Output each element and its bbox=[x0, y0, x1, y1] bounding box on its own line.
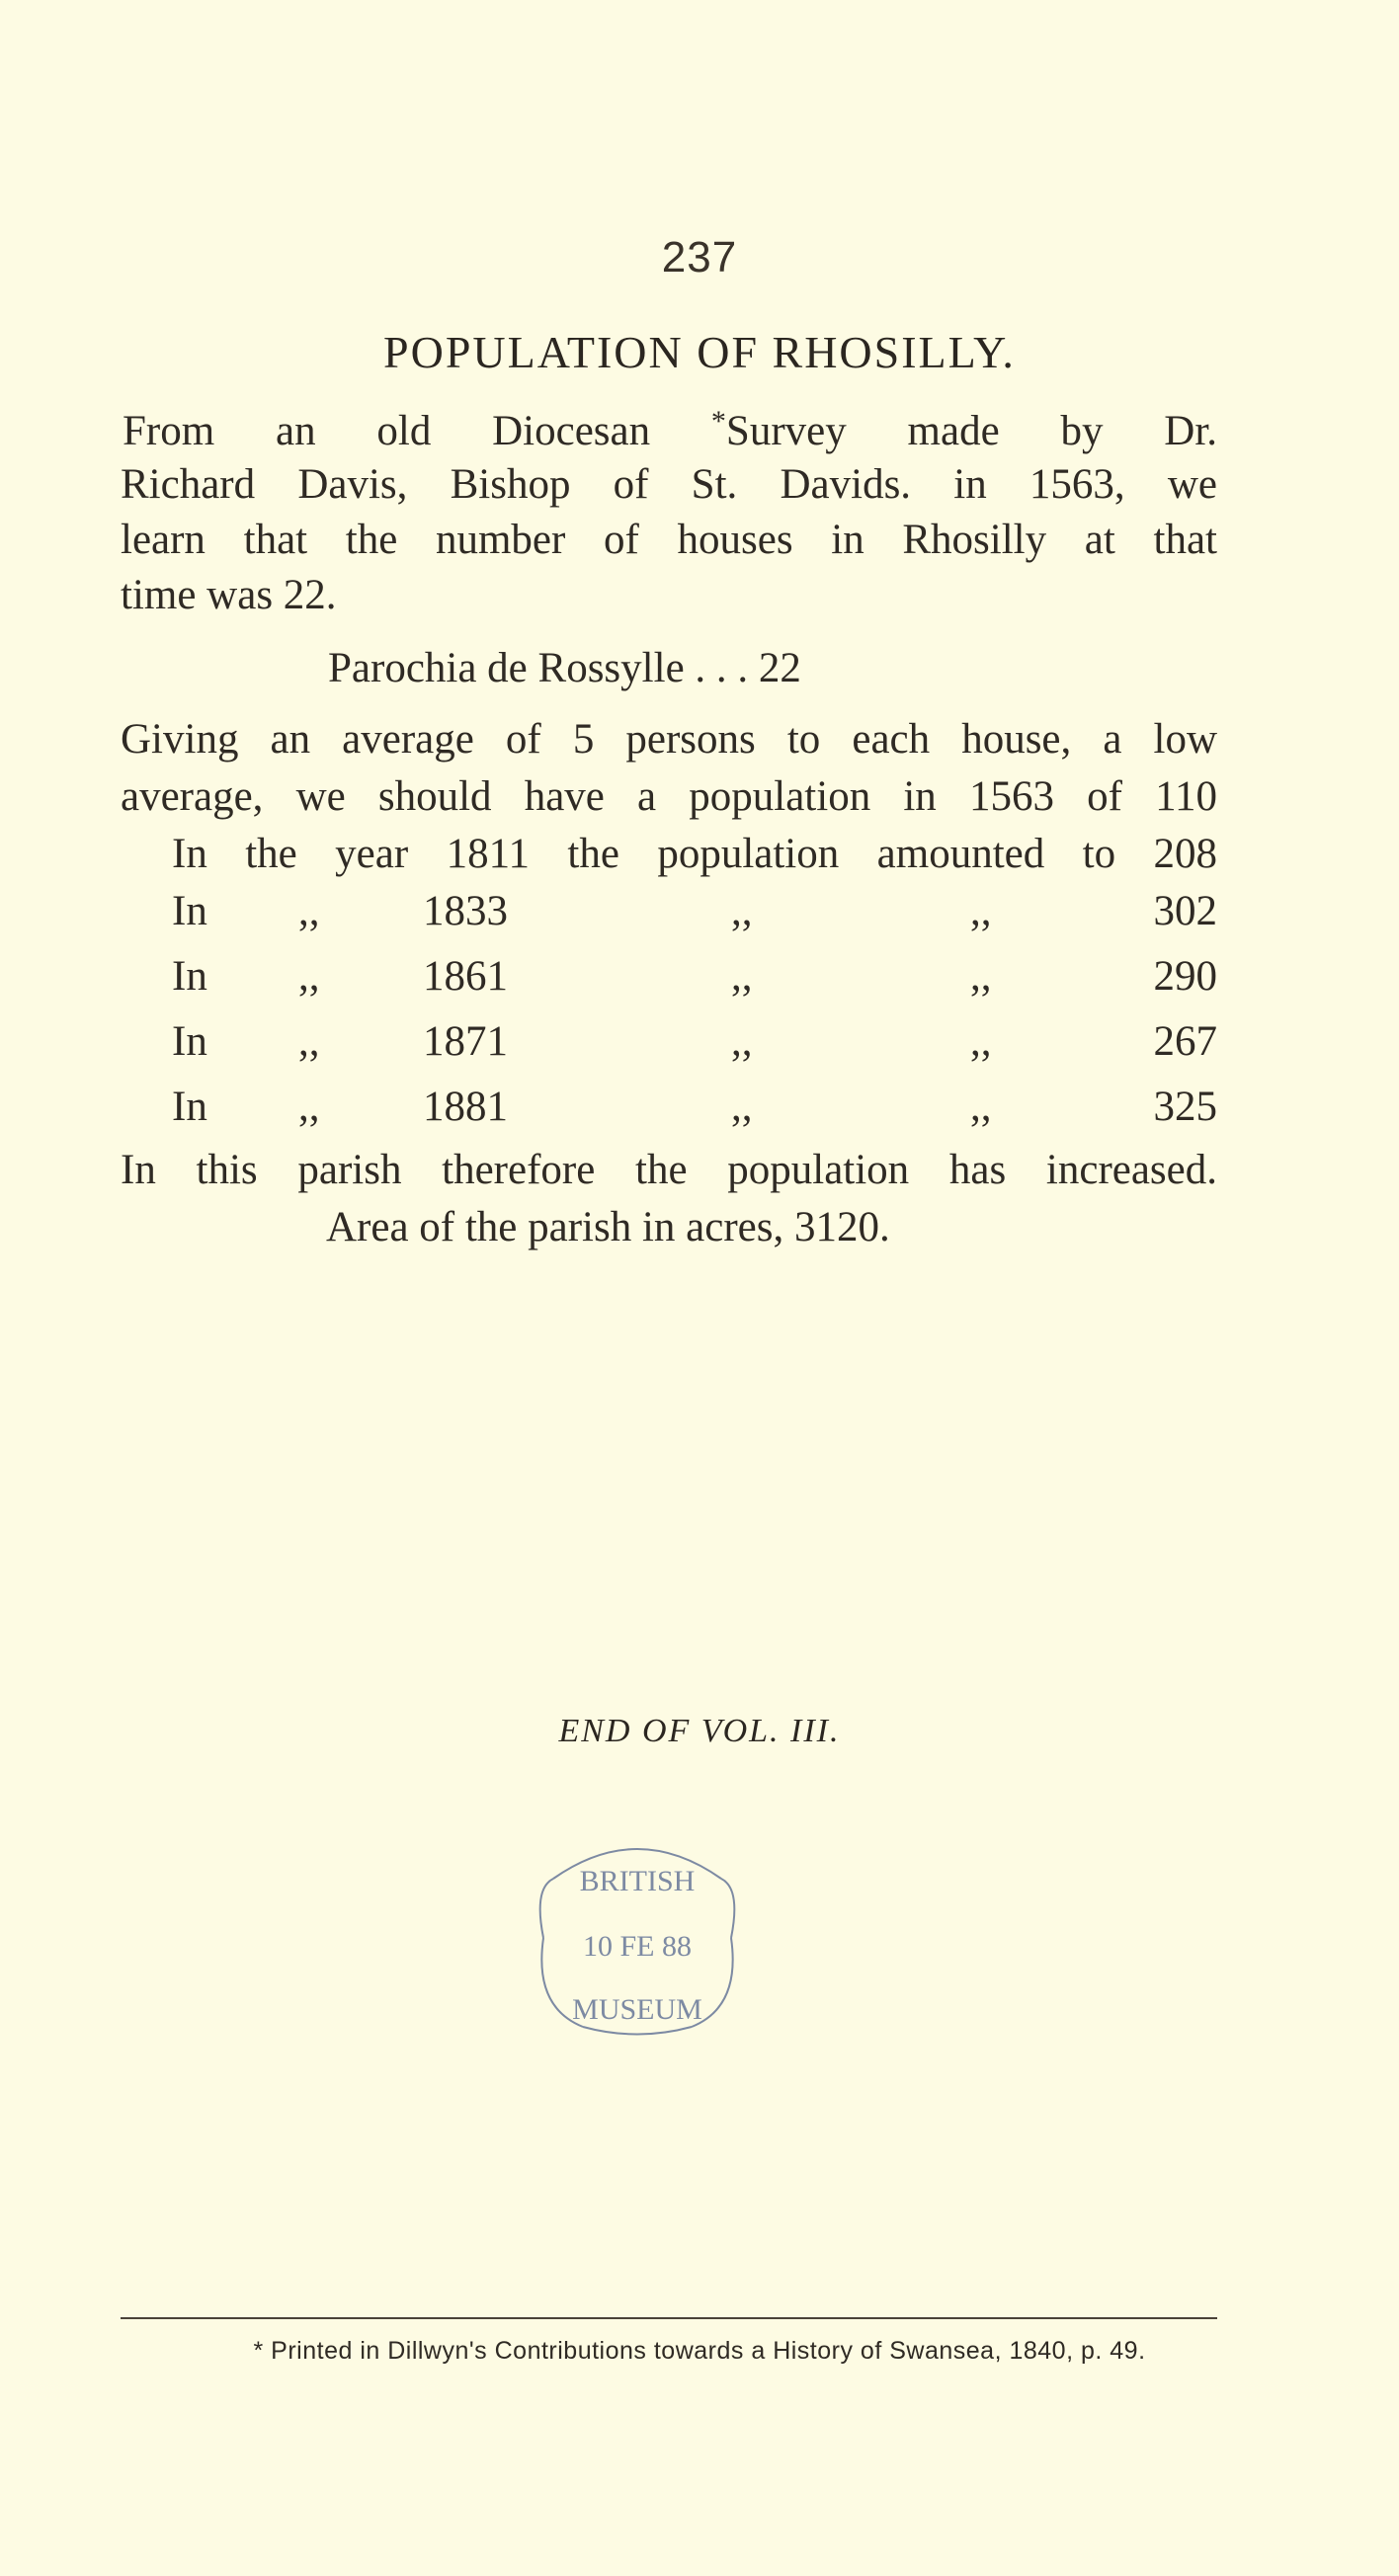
row-ditto-mark: ,, bbox=[298, 953, 320, 1000]
footnote-asterisk: * bbox=[710, 405, 726, 438]
row-year: 1833 bbox=[423, 888, 508, 934]
museum-stamp-graphic bbox=[514, 1829, 761, 2047]
footnote-rule bbox=[121, 2317, 1217, 2319]
row-ditto-mark: ,, bbox=[731, 1018, 753, 1065]
intro-line-1 bbox=[121, 405, 1217, 455]
page-number: 237 bbox=[661, 233, 738, 282]
intro-line-4: time was 22. bbox=[121, 572, 337, 618]
row-ditto-mark: ,, bbox=[731, 1084, 753, 1130]
row-in-label: In bbox=[172, 888, 207, 934]
population-row bbox=[121, 1017, 1217, 1073]
intro-line-1-end: Survey made by Dr. bbox=[725, 408, 1218, 454]
row-ditto-mark: ,, bbox=[298, 1084, 320, 1130]
row-ditto-mark: ,, bbox=[970, 888, 992, 934]
row-population-value: 267 bbox=[1153, 1018, 1217, 1065]
row-ditto-mark: ,, bbox=[298, 1018, 320, 1065]
footnote: * Printed in Dillwyn's Contributions towards a History of Swansea, 1840, p. 49. bbox=[253, 2337, 1146, 2365]
stamp-top-text: BRITISH bbox=[579, 1865, 696, 1897]
row-ditto-mark: ,, bbox=[731, 953, 753, 1000]
population-row bbox=[121, 952, 1217, 1007]
intro-line-2: Richard Davis, Bishop of St. Davids. in 1563, we bbox=[121, 461, 1217, 508]
page-title: POPULATION OF RHOSILLY. bbox=[383, 327, 1016, 377]
population-row bbox=[121, 887, 1217, 942]
row-ditto-mark: ,, bbox=[298, 888, 320, 934]
row-ditto-mark: ,, bbox=[970, 953, 992, 1000]
parochia-line: Parochia de Rossylle . . . 22 bbox=[328, 645, 801, 691]
row-population-value: 325 bbox=[1153, 1084, 1217, 1130]
row-ditto-mark: ,, bbox=[731, 888, 753, 934]
population-row bbox=[121, 1083, 1217, 1138]
row-in-label: In bbox=[172, 1084, 207, 1130]
museum-stamp bbox=[514, 1829, 761, 2047]
giving-line-1: Giving an average of 5 persons to each house, a low bbox=[121, 716, 1217, 763]
conclusion-line: In this parish therefore the population has increased. bbox=[121, 1147, 1217, 1193]
row-year: 1871 bbox=[423, 1018, 508, 1065]
area-line: Area of the parish in acres, 3120. bbox=[326, 1204, 890, 1250]
year-1811-line: In the year 1811 the population amounted to 208 bbox=[172, 831, 1217, 877]
row-ditto-mark: ,, bbox=[970, 1084, 992, 1130]
row-year: 1861 bbox=[423, 953, 508, 1000]
end-of-volume-note: END OF VOL. III. bbox=[558, 1713, 841, 1749]
row-year: 1881 bbox=[423, 1084, 508, 1130]
row-population-value: 302 bbox=[1153, 888, 1217, 934]
stamp-date-text: 10 FE 88 bbox=[582, 1930, 693, 1963]
intro-line-1-start: From an old Diocesan bbox=[123, 408, 711, 454]
giving-line-2: average, we should have a population in 1563 of 110 bbox=[121, 773, 1217, 820]
row-in-label: In bbox=[172, 953, 207, 1000]
row-ditto-mark: ,, bbox=[970, 1018, 992, 1065]
row-population-value: 290 bbox=[1153, 953, 1217, 1000]
stamp-bottom-text: MUSEUM bbox=[572, 1993, 702, 2026]
intro-line-3: learn that the number of houses in Rhosilly at that bbox=[121, 517, 1217, 563]
row-in-label: In bbox=[172, 1018, 207, 1065]
